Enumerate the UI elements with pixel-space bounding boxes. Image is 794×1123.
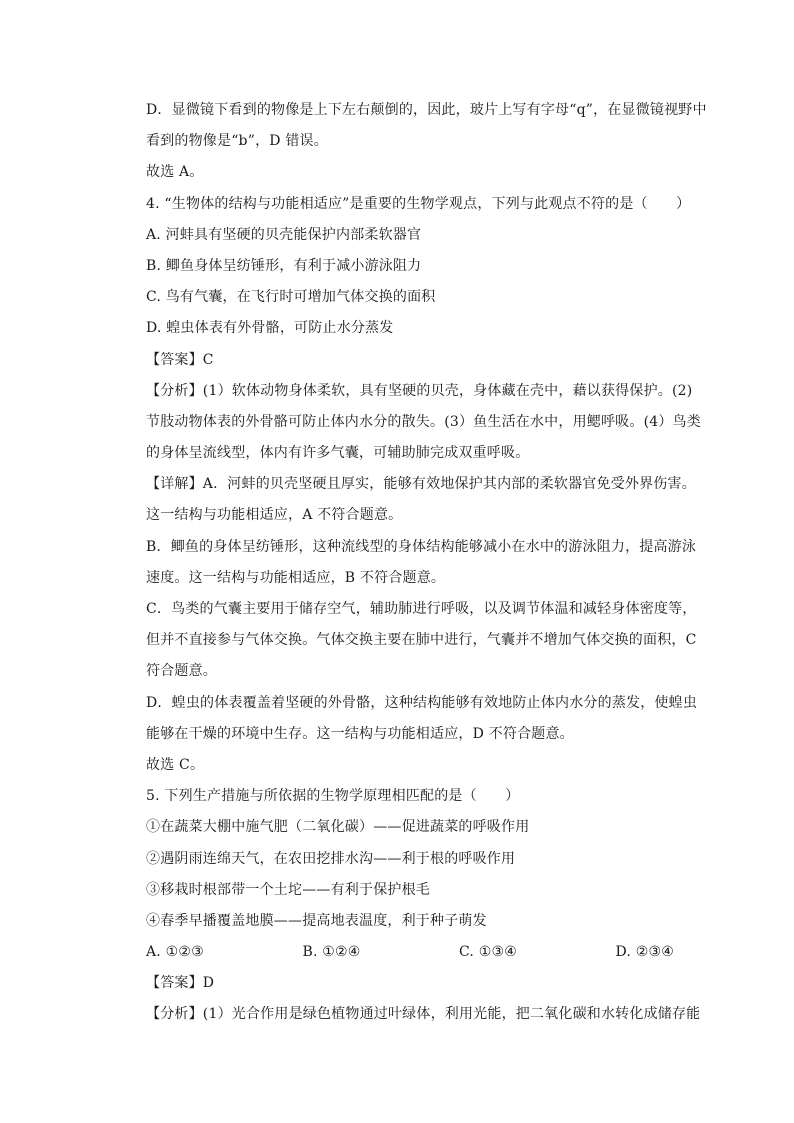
- text-line: B．鲫鱼的身体呈纺锤形，这种流线型的身体结构能够减小在水中的游泳阻力，提高游泳: [146, 538, 697, 555]
- question-4-option-b: B. 鲫鱼身体呈纺锤形，有利于减小游泳阻力: [146, 257, 422, 274]
- text-line: D．显微镜下看到的物像是上下左右颠倒的，因此，玻片上写有字母“q”，在显微镜视野中: [146, 102, 707, 118]
- text-line: 的身体呈流线型，体内有许多气囊，可辅助肺完成双重呼吸。: [146, 445, 530, 462]
- question-5-stem: 5. 下列生产措施与所依据的生物学原理相匹配的是（ ）: [146, 788, 520, 805]
- text-line: 能够在干燥的环境中生存。这一结构与功能相适应，D 不符合题意。: [146, 725, 574, 742]
- question-4-stem: 4. “生物体的结构与功能相适应”是重要的生物学观点，下列与此观点不符的是（ ）: [146, 195, 691, 212]
- question-5-option-c: C. ①③④: [459, 944, 517, 961]
- text-line: 看到的物像是“b”，D 错误。: [146, 133, 328, 150]
- question-4-option-a: A. 河蚌具有坚硬的贝壳能保护内部柔软器官: [146, 226, 422, 243]
- question-5-item-3: ③移栽时根部带一个土坨——有利于保护根毛: [146, 881, 430, 898]
- question-5-item-2: ②遇阴雨连绵天气，在农田挖排水沟——利于根的呼吸作用: [146, 850, 516, 867]
- text-line: 故选 C。: [146, 756, 205, 773]
- question-4-answer: 【答案】C: [146, 351, 214, 368]
- question-5-option-a: A. ①②③: [146, 944, 204, 961]
- question-4-option-c: C. 鸟有气囊，在飞行时可增加气体交换的面积: [146, 289, 436, 306]
- question-5-item-1: ①在蔬菜大棚中施气肥（二氧化碳）——促进蔬菜的呼吸作用: [146, 819, 530, 836]
- text-line: D．蝗虫的体表覆盖着坚硬的外骨骼，这种结构能够有效地防止体内水分的蒸发，使蝗虫: [146, 694, 698, 711]
- text-line: C．鸟类的气囊主要用于储存空气，辅助肺进行呼吸，以及调节体温和减轻身体密度等，: [146, 601, 697, 617]
- text-line: 符合题意。: [146, 663, 217, 680]
- text-line: 速度。这一结构与功能相适应，B 不符合题意。: [146, 569, 446, 586]
- question-5-option-d: D. ②③④: [615, 944, 674, 961]
- question-4-detail: 【详解】A．河蚌的贝壳坚硬且厚实，能够有效地保护其内部的柔软器官免受外界伤害。: [146, 476, 696, 493]
- question-5-options: [146, 942, 674, 962]
- text-line: 节肢动物体表的外骨骼可防止体内水分的散失。(3）鱼生活在水中，用鳃呼吸。(4）鸟类: [146, 413, 701, 430]
- text-line: 这一结构与功能相适应，A 不符合题意。: [146, 507, 403, 524]
- question-5-option-b: B. ①②④: [302, 944, 361, 961]
- question-5-analysis: 【分析】(1）光合作用是绿色植物通过叶绿体，利用光能，把二氧化碳和水转化成储存能: [146, 1006, 701, 1023]
- question-4-analysis: 【分析】(1）软体动物身体柔软，具有坚硬的贝壳，身体藏在壳中，藉以获得保护。(2): [146, 382, 693, 399]
- text-line: 故选 A。: [146, 164, 204, 181]
- question-4-option-d: D. 蝗虫体表有外骨骼，可防止水分蒸发: [146, 320, 394, 337]
- question-5-answer: 【答案】D: [146, 975, 215, 992]
- text-line: 但并不直接参与气体交换。气体交换主要在肺中进行，气囊并不增加气体交换的面积，C: [146, 632, 697, 649]
- question-5-item-4: ④春季早播覆盖地膜——提高地表温度，利于种子萌发: [146, 912, 487, 929]
